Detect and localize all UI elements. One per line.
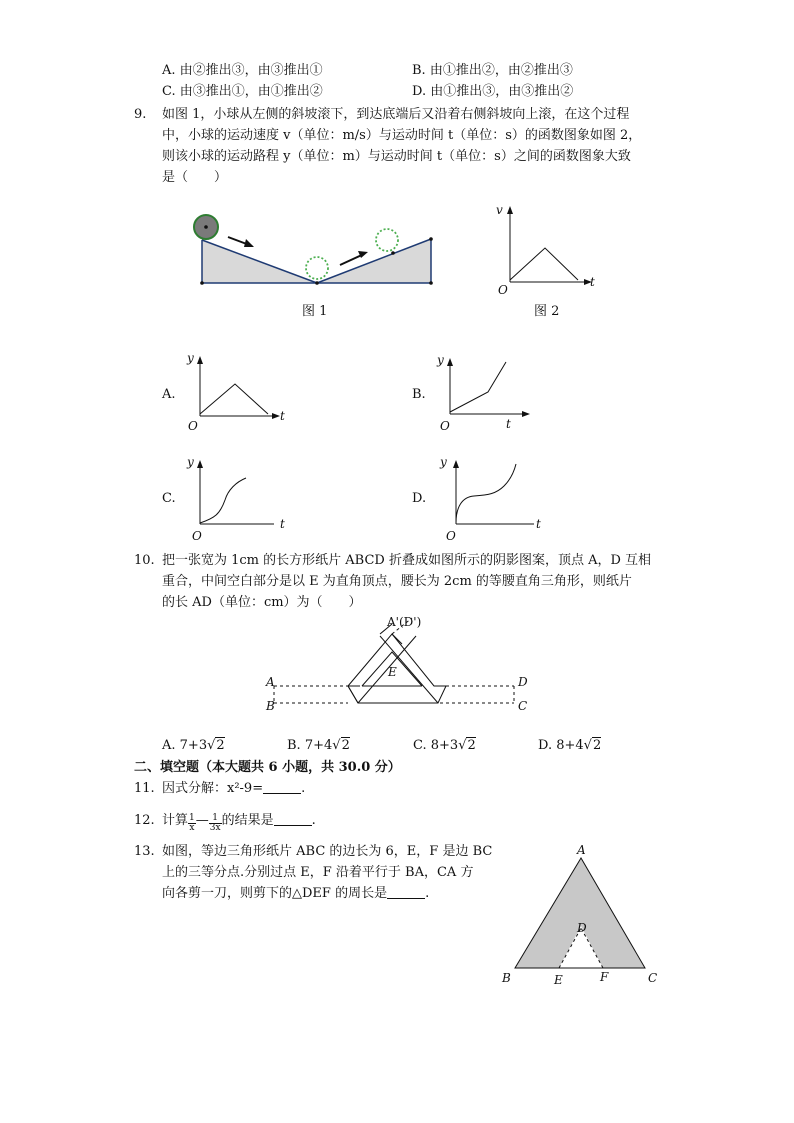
label-c: C xyxy=(518,699,528,713)
q9-option-a-graph xyxy=(180,348,300,438)
section-heading: 二、填空题（本大题共 6 小题，共 30.0 分） xyxy=(134,760,401,775)
axis-t: t xyxy=(590,275,595,289)
origin: O xyxy=(446,529,456,543)
arrow-up-right-icon xyxy=(340,251,368,265)
q10-option-a[interactable]: A. 7+3√2 xyxy=(162,738,225,753)
arrow-right-icon xyxy=(228,237,254,247)
label-a-prime-d-prime: A'(D') xyxy=(387,615,422,629)
q9-option-b[interactable]: B. xyxy=(412,387,426,402)
label-e: E xyxy=(388,665,397,679)
q9-line2: 中，小球的运动速度 v（单位：m/s）与运动时间 t（单位：s）的函数图象如图 2， xyxy=(162,128,642,143)
label-a: A xyxy=(577,843,586,857)
label-d: D xyxy=(577,921,587,935)
label-d: D xyxy=(518,675,528,689)
q10-line1: 把一张宽为 1cm 的长方形纸片 ABCD 折叠成如图所示的阴影图案，顶点 A，D 互相 xyxy=(162,553,652,568)
q13-figure xyxy=(495,840,665,990)
q11-answer-blank[interactable] xyxy=(263,779,301,794)
axis-t: t xyxy=(536,517,541,531)
label-f: F xyxy=(600,970,609,984)
q9-option-b-graph xyxy=(430,350,550,440)
origin: O xyxy=(440,419,450,433)
q8-option-a: A. 由②推出③，由③推出① xyxy=(162,63,323,78)
q10-line2: 重合，中间空白部分是以 E 为直角顶点，腰长为 2cm 的等腰直角三角形，则纸片 xyxy=(162,574,632,589)
ball-ghost-bottom xyxy=(306,257,328,279)
q9-figure2 xyxy=(490,200,610,300)
axis-y: y xyxy=(187,455,194,469)
axis-t: t xyxy=(280,409,285,423)
q11-number: 11. xyxy=(134,781,155,796)
q13-answer-blank[interactable] xyxy=(387,884,425,899)
q9-fig1-caption: 图 1 xyxy=(302,304,328,319)
q9-option-c[interactable]: C. xyxy=(162,491,176,506)
q9-option-d[interactable]: D. xyxy=(412,491,427,506)
q12-text: 计算 $\frac{1}{x}$ — $\frac{1}{3x}$ 的结果是 . xyxy=(162,813,316,833)
q8-option-d: D. 由①推出③，由③推出② xyxy=(412,84,574,99)
ball-ghost-right xyxy=(376,229,398,251)
q9-fig2-caption: 图 2 xyxy=(534,304,560,319)
origin: O xyxy=(498,283,508,297)
q13-line1: 如图，等边三角形纸片 ABC 的边长为 6，E，F 是边 BC xyxy=(162,844,493,859)
q9-option-a[interactable]: A. xyxy=(162,387,176,402)
q8-option-b: B. 由①推出②，由②推出③ xyxy=(412,63,573,78)
q12-answer-blank[interactable] xyxy=(274,811,312,826)
q9-number: 9. xyxy=(134,107,147,122)
label-c: C xyxy=(648,971,658,985)
axis-y: y xyxy=(440,455,447,469)
q10-option-d[interactable]: D. 8+4√2 xyxy=(538,738,602,753)
axis-v: v xyxy=(496,203,503,217)
q9-line4: 是（ ） xyxy=(162,170,228,185)
q9-line3: 则该小球的运动路程 y（单位：m）与运动时间 t（单位：s）之间的函数图象大致 xyxy=(162,149,631,164)
q8-option-c: C. 由③推出①，由①推出② xyxy=(162,84,323,99)
label-e: E xyxy=(554,973,563,987)
label-b: B xyxy=(266,699,275,713)
q9-line1: 如图 1，小球从左侧的斜坡滚下，到达底端后又沿着右侧斜坡向上滚，在这个过程 xyxy=(162,107,630,122)
origin: O xyxy=(192,529,202,543)
q12-number: 12. xyxy=(134,813,155,828)
q9-option-d-graph xyxy=(430,452,560,542)
axis-t: t xyxy=(280,517,285,531)
label-b: B xyxy=(502,971,511,985)
ball xyxy=(194,215,218,239)
q13-number: 13. xyxy=(134,844,155,859)
label-a: A xyxy=(266,675,275,689)
q10-option-b[interactable]: B. 7+4√2 xyxy=(287,738,350,753)
q10-number: 10. xyxy=(134,553,155,568)
q13-line2: 上的三等分点.分别过点 E，F 沿着平行于 BA，CA 方 xyxy=(162,865,474,880)
q10-figure xyxy=(262,612,542,722)
origin: O xyxy=(188,419,198,433)
q10-option-c[interactable]: C. 8+3√2 xyxy=(413,738,476,753)
axis-y: y xyxy=(187,351,194,365)
q10-line3: 的长 AD（单位：cm）为（ ） xyxy=(162,595,362,610)
q11-text: 因式分解：x²-9= . xyxy=(162,781,306,796)
q13-line3: 向各剪一刀，则剪下的△DEF 的周长是 . xyxy=(162,886,430,901)
axis-t: t xyxy=(506,417,511,431)
axis-y: y xyxy=(437,353,444,367)
q9-option-c-graph xyxy=(180,452,300,542)
q9-figure1 xyxy=(190,205,440,295)
